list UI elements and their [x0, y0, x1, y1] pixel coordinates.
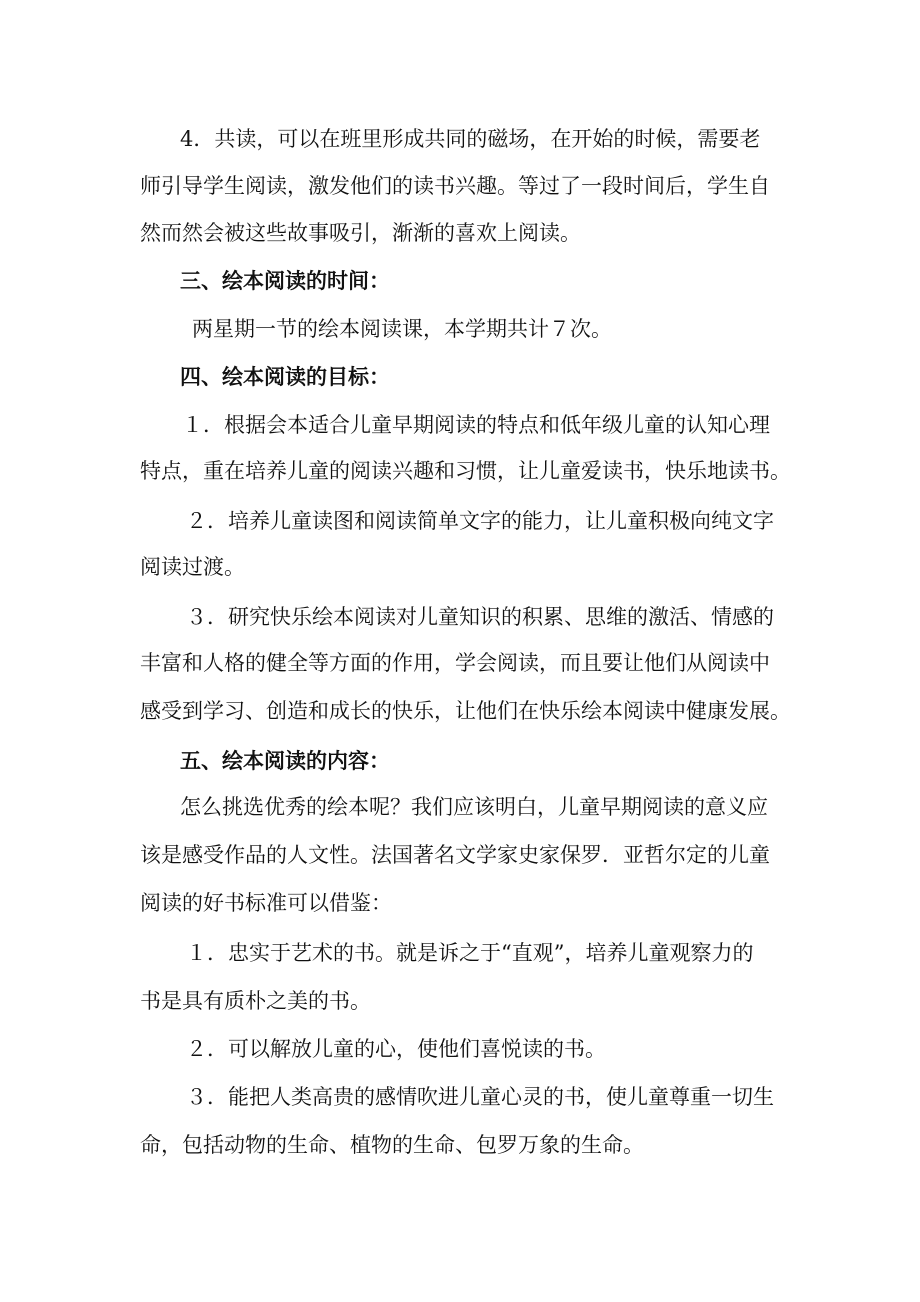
goal-3-line-2: 丰富和人格的健全等方面的作用，学会阅读，而且要让他们从阅读中	[140, 651, 770, 675]
section-5-heading: 五、绘本阅读的内容：	[180, 749, 390, 773]
section-5-intro-line-3: 阅读的好书标准可以借鉴：	[140, 891, 392, 915]
section-3-heading: 三、绘本阅读的时间：	[180, 269, 390, 293]
goal-2-line-1: ２．培养儿童读图和阅读简单文字的能力，让儿童积极向纯文字	[186, 509, 774, 533]
criterion-1-line-2: 书是具有质朴之美的书。	[140, 989, 371, 1013]
criterion-3-line-1: ３．能把人类高贵的感情吹进儿童心灵的书，使儿童尊重一切生	[186, 1085, 774, 1109]
section-4-heading: 四、绘本阅读的目标：	[180, 365, 390, 389]
criterion-3-line-2: 命，包括动物的生命、植物的生命、包罗万象的生命。	[140, 1133, 644, 1157]
paragraph-4-line-1: 4．共读，可以在班里形成共同的磁场，在开始的时候，需要老	[180, 127, 761, 151]
goal-1-line-1: １．根据会本适合儿童早期阅读的特点和低年级儿童的认知心理	[182, 413, 770, 437]
goal-3-line-1: ３．研究快乐绘本阅读对儿童知识的积累、思维的激活、情感的	[186, 605, 774, 629]
section-5-intro-line-2: 该是感受作品的人文性。法国著名文学家史家保罗．亚哲尔定的儿童	[140, 843, 770, 867]
goal-1-line-2: 特点，重在培养儿童的阅读兴趣和习惯，让儿童爱读书，快乐地读书。	[140, 459, 791, 483]
criterion-1-line-1: １．忠实于艺术的书。就是诉之于“直观”，培养儿童观察力的	[186, 941, 754, 965]
goal-2-line-2: 阅读过渡。	[140, 555, 245, 579]
paragraph-4-line-2: 师引导学生阅读，激发他们的读书兴趣。等过了一段时间后，学生自	[140, 174, 770, 198]
goal-3-line-3: 感受到学习、创造和成长的快乐，让他们在快乐绘本阅读中健康发展。	[140, 699, 791, 723]
section-3-body: 两星期一节的绘本阅读课，本学期共计７次。	[192, 317, 612, 341]
section-5-intro-line-1: 怎么挑选优秀的绘本呢？我们应该明白，儿童早期阅读的意义应	[180, 795, 768, 819]
paragraph-4-line-3: 然而然会被这些故事吸引，渐渐的喜欢上阅读。	[140, 221, 581, 245]
criterion-2: ２．可以解放儿童的心，使他们喜悦读的书。	[186, 1037, 606, 1061]
